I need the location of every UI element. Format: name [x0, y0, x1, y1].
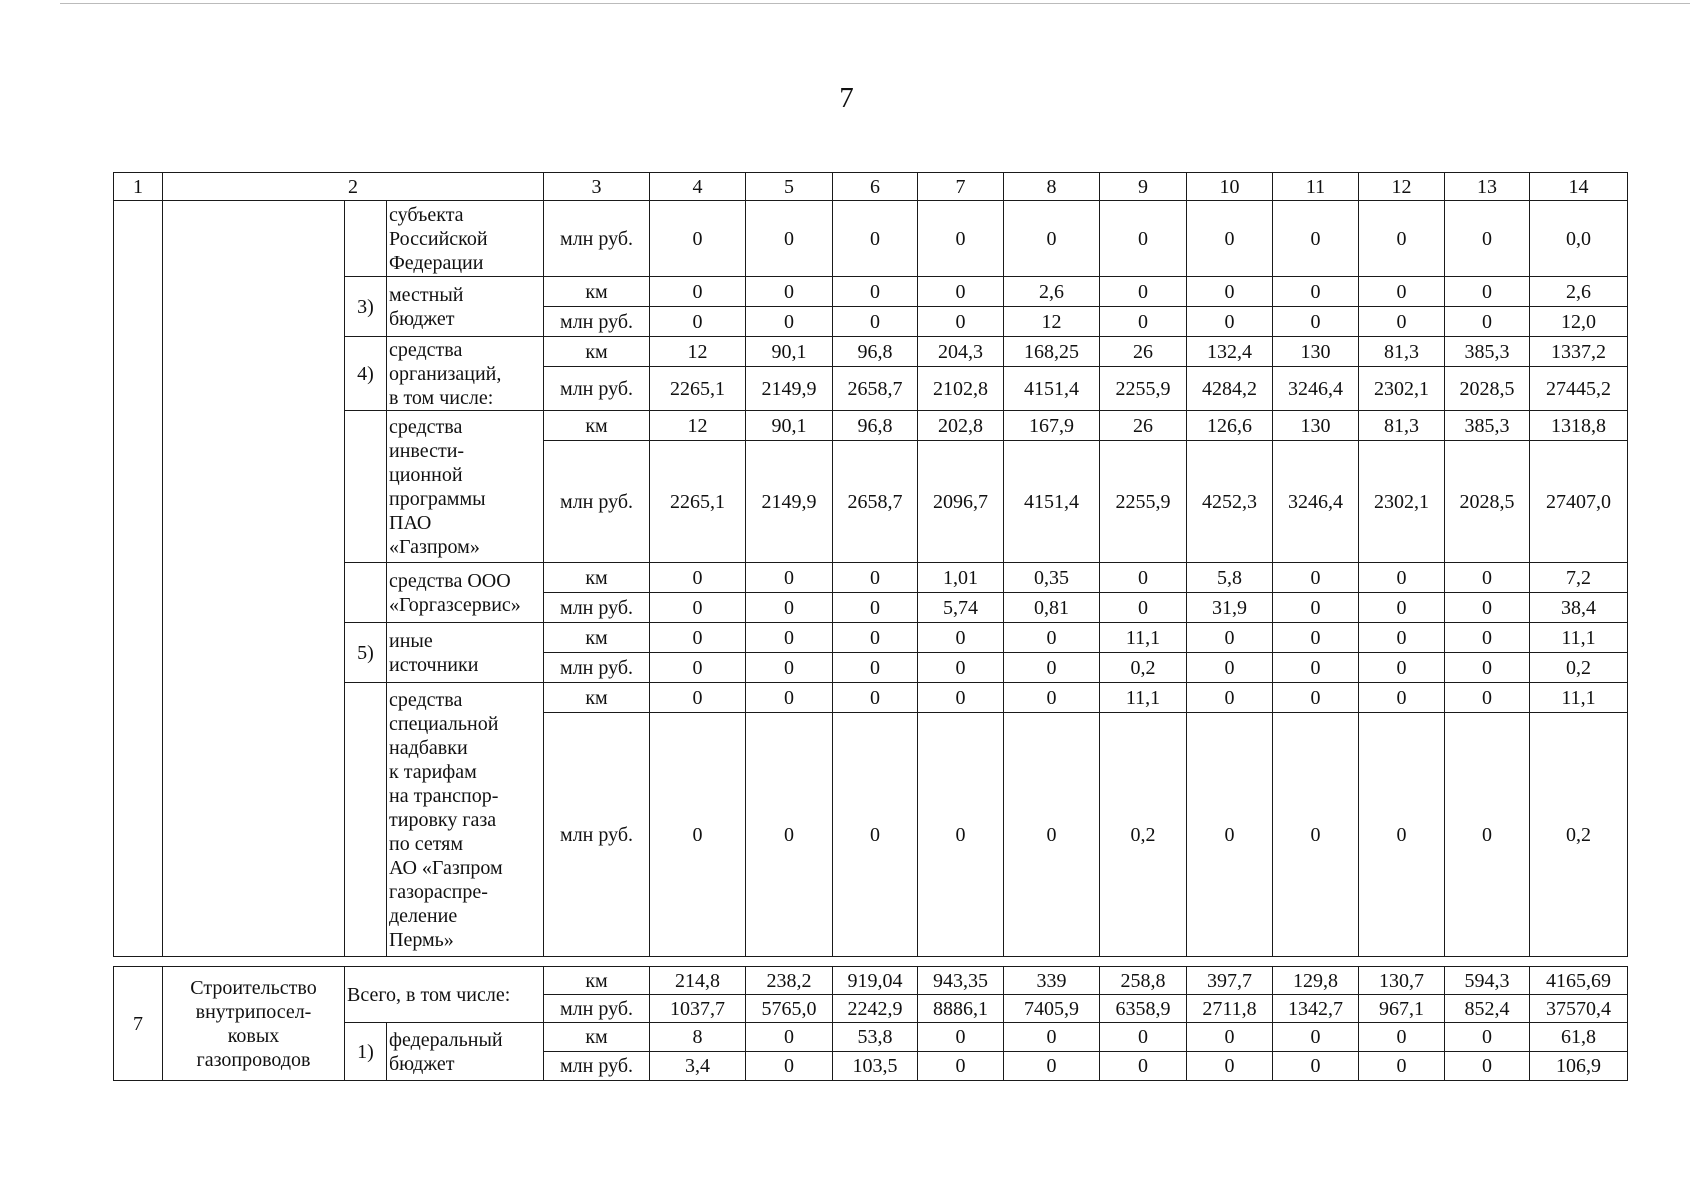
value-cell: 0	[1004, 1052, 1100, 1081]
unit-cell: млн руб.	[544, 307, 650, 337]
value-cell: 0	[746, 1052, 833, 1081]
unit-cell: млн руб.	[544, 653, 650, 683]
value-cell: 2028,5	[1445, 367, 1530, 411]
value-cell: 0	[833, 277, 918, 307]
value-cell: 0	[1187, 277, 1273, 307]
value-cell: 0	[1359, 593, 1445, 623]
source-label: федеральный бюджет	[387, 1023, 544, 1081]
value-cell: 12	[650, 411, 746, 441]
value-cell: 2,6	[1004, 277, 1100, 307]
value-cell: 0	[1445, 683, 1530, 713]
value-cell: 2265,1	[650, 367, 746, 411]
value-cell: 26	[1100, 411, 1187, 441]
unit-cell: млн руб.	[544, 201, 650, 277]
source-marker	[345, 683, 387, 957]
column-header: 2	[163, 173, 544, 201]
value-cell: 0	[918, 1023, 1004, 1052]
value-cell: 2302,1	[1359, 367, 1445, 411]
value-cell: 0	[1273, 201, 1359, 277]
value-cell: 2255,9	[1100, 367, 1187, 411]
value-cell: 38,4	[1530, 593, 1628, 623]
value-cell: 26	[1100, 337, 1187, 367]
value-cell: 385,3	[1445, 337, 1530, 367]
value-cell: 130,7	[1359, 967, 1445, 995]
value-cell: 11,1	[1530, 623, 1628, 653]
value-cell: 7405,9	[1004, 995, 1100, 1023]
value-cell: 129,8	[1273, 967, 1359, 995]
value-cell: 0	[1359, 563, 1445, 593]
column-header: 4	[650, 173, 746, 201]
value-cell: 0	[650, 307, 746, 337]
value-cell: 852,4	[1445, 995, 1530, 1023]
value-cell: 31,9	[1187, 593, 1273, 623]
value-cell: 61,8	[1530, 1023, 1628, 1052]
value-cell: 0	[833, 653, 918, 683]
value-cell: 0	[1445, 653, 1530, 683]
value-cell: 2658,7	[833, 441, 918, 563]
value-cell: 0	[1187, 683, 1273, 713]
value-cell: 0	[1273, 653, 1359, 683]
value-cell: 0	[1359, 277, 1445, 307]
value-cell: 0	[1359, 1023, 1445, 1052]
table-row	[114, 201, 1628, 277]
unit-cell: млн руб.	[544, 367, 650, 411]
value-cell: 0	[833, 593, 918, 623]
value-cell: 11,1	[1100, 683, 1187, 713]
section-title-cell	[163, 201, 345, 957]
value-cell: 0	[746, 593, 833, 623]
source-label: средства инвести- ционной программы ПАО «Газпром»	[387, 411, 544, 563]
value-cell: 0	[1273, 1023, 1359, 1052]
unit-cell: км	[544, 1023, 650, 1052]
value-cell: 0	[1100, 277, 1187, 307]
section-number: 7	[114, 967, 163, 1081]
value-cell: 90,1	[746, 411, 833, 441]
financing-table	[113, 172, 1628, 957]
unit-cell: млн руб.	[544, 995, 650, 1023]
value-cell: 0	[1445, 593, 1530, 623]
value-cell: 3246,4	[1273, 441, 1359, 563]
source-marker: 5)	[345, 623, 387, 683]
value-cell: 0	[1445, 1052, 1530, 1081]
value-cell: 0	[1359, 307, 1445, 337]
value-cell: 0	[650, 593, 746, 623]
value-cell: 0,0	[1530, 201, 1628, 277]
value-cell: 0	[918, 653, 1004, 683]
value-cell: 967,1	[1359, 995, 1445, 1023]
unit-cell: млн руб.	[544, 441, 650, 563]
value-cell: 0	[918, 683, 1004, 713]
value-cell: 3246,4	[1273, 367, 1359, 411]
value-cell: 397,7	[1187, 967, 1273, 995]
column-header: 12	[1359, 173, 1445, 201]
value-cell: 0	[1445, 1023, 1530, 1052]
total-label: Всего, в том числе:	[345, 967, 544, 1023]
value-cell: 0	[1187, 623, 1273, 653]
value-cell: 0	[1445, 713, 1530, 957]
value-cell: 0,2	[1530, 713, 1628, 957]
unit-cell: млн руб.	[544, 713, 650, 957]
value-cell: 1318,8	[1530, 411, 1628, 441]
source-label: иные источники	[387, 623, 544, 683]
value-cell: 0	[746, 307, 833, 337]
value-cell: 0	[1273, 1052, 1359, 1081]
value-cell: 0	[1004, 1023, 1100, 1052]
value-cell: 0	[918, 201, 1004, 277]
unit-cell: км	[544, 563, 650, 593]
source-label: местный бюджет	[387, 277, 544, 337]
value-cell: 12	[650, 337, 746, 367]
value-cell: 2149,9	[746, 367, 833, 411]
value-cell: 5765,0	[746, 995, 833, 1023]
value-cell: 2302,1	[1359, 441, 1445, 563]
value-cell: 0	[1004, 713, 1100, 957]
value-cell: 0	[746, 277, 833, 307]
value-cell: 0	[1100, 1023, 1187, 1052]
value-cell: 81,3	[1359, 411, 1445, 441]
value-cell: 0	[918, 307, 1004, 337]
column-header: 9	[1100, 173, 1187, 201]
value-cell: 11,1	[1100, 623, 1187, 653]
column-header: 14	[1530, 173, 1628, 201]
header-row	[114, 173, 1628, 201]
value-cell: 1342,7	[1273, 995, 1359, 1023]
value-cell: 132,4	[1187, 337, 1273, 367]
value-cell: 27445,2	[1530, 367, 1628, 411]
unit-cell: км	[544, 623, 650, 653]
value-cell: 0	[650, 653, 746, 683]
value-cell: 12	[1004, 307, 1100, 337]
source-label: средства организаций, в том числе:	[387, 337, 544, 411]
value-cell: 2265,1	[650, 441, 746, 563]
value-cell: 0	[1445, 623, 1530, 653]
value-cell: 7,2	[1530, 563, 1628, 593]
value-cell: 0	[1187, 201, 1273, 277]
value-cell: 4284,2	[1187, 367, 1273, 411]
value-cell: 0	[1273, 623, 1359, 653]
column-header: 1	[114, 173, 163, 201]
column-header: 11	[1273, 173, 1359, 201]
value-cell: 0	[833, 713, 918, 957]
value-cell: 90,1	[746, 337, 833, 367]
value-cell: 2658,7	[833, 367, 918, 411]
value-cell: 37570,4	[1530, 995, 1628, 1023]
value-cell: 0	[1359, 1052, 1445, 1081]
value-cell: 0	[746, 623, 833, 653]
value-cell: 11,1	[1530, 683, 1628, 713]
value-cell: 103,5	[833, 1052, 918, 1081]
value-cell: 339	[1004, 967, 1100, 995]
value-cell: 258,8	[1100, 967, 1187, 995]
value-cell: 0	[833, 307, 918, 337]
value-cell: 0	[1187, 307, 1273, 337]
value-cell: 0	[1273, 307, 1359, 337]
value-cell: 81,3	[1359, 337, 1445, 367]
table-row	[114, 967, 1628, 995]
value-cell: 8	[650, 1023, 746, 1052]
column-header: 7	[918, 173, 1004, 201]
value-cell: 1,01	[918, 563, 1004, 593]
source-marker: 4)	[345, 337, 387, 411]
value-cell: 12,0	[1530, 307, 1628, 337]
value-cell: 919,04	[833, 967, 918, 995]
unit-cell: км	[544, 683, 650, 713]
value-cell: 214,8	[650, 967, 746, 995]
value-cell: 5,74	[918, 593, 1004, 623]
section-title: Строительство внутрипосел- ковых газопроводов	[163, 967, 345, 1081]
value-cell: 0	[1273, 563, 1359, 593]
value-cell: 0	[1359, 683, 1445, 713]
value-cell: 0	[650, 713, 746, 957]
value-cell: 130	[1273, 337, 1359, 367]
value-cell: 0	[1187, 1052, 1273, 1081]
value-cell: 0,2	[1100, 713, 1187, 957]
value-cell: 5,8	[1187, 563, 1273, 593]
value-cell: 0	[1004, 683, 1100, 713]
value-cell: 238,2	[746, 967, 833, 995]
column-header: 8	[1004, 173, 1100, 201]
unit-cell: км	[544, 337, 650, 367]
value-cell: 0	[918, 1052, 1004, 1081]
column-header: 5	[746, 173, 833, 201]
value-cell: 2242,9	[833, 995, 918, 1023]
value-cell: 0	[746, 563, 833, 593]
value-cell: 0,81	[1004, 593, 1100, 623]
value-cell: 2,6	[1530, 277, 1628, 307]
source-marker: 3)	[345, 277, 387, 337]
value-cell: 0	[746, 713, 833, 957]
value-cell: 1037,7	[650, 995, 746, 1023]
value-cell: 0	[746, 653, 833, 683]
unit-cell: км	[544, 277, 650, 307]
value-cell: 126,6	[1187, 411, 1273, 441]
value-cell: 0	[1004, 201, 1100, 277]
value-cell: 0	[1100, 1052, 1187, 1081]
value-cell: 53,8	[833, 1023, 918, 1052]
value-cell: 0	[650, 623, 746, 653]
value-cell: 0	[746, 683, 833, 713]
value-cell: 0	[1100, 593, 1187, 623]
value-cell: 202,8	[918, 411, 1004, 441]
value-cell: 2711,8	[1187, 995, 1273, 1023]
value-cell: 0	[1004, 623, 1100, 653]
value-cell: 0,2	[1100, 653, 1187, 683]
source-label: субъекта Российской Федерации	[387, 201, 544, 277]
value-cell: 0	[1445, 201, 1530, 277]
value-cell: 106,9	[1530, 1052, 1628, 1081]
value-cell: 96,8	[833, 411, 918, 441]
unit-cell: млн руб.	[544, 593, 650, 623]
value-cell: 8886,1	[918, 995, 1004, 1023]
value-cell: 0	[650, 683, 746, 713]
value-cell: 0	[833, 623, 918, 653]
value-cell: 4252,3	[1187, 441, 1273, 563]
value-cell: 168,25	[1004, 337, 1100, 367]
value-cell: 2149,9	[746, 441, 833, 563]
source-marker: 1)	[345, 1023, 387, 1081]
page-number: 7	[839, 82, 854, 114]
value-cell: 0	[1004, 653, 1100, 683]
value-cell: 96,8	[833, 337, 918, 367]
source-marker	[345, 201, 387, 277]
value-cell: 4165,69	[1530, 967, 1628, 995]
value-cell: 0,35	[1004, 563, 1100, 593]
value-cell: 0	[833, 563, 918, 593]
value-cell: 4151,4	[1004, 441, 1100, 563]
value-cell: 594,3	[1445, 967, 1530, 995]
value-cell: 0	[1273, 713, 1359, 957]
value-cell: 0	[1445, 307, 1530, 337]
value-cell: 0	[1187, 713, 1273, 957]
value-cell: 0	[1273, 683, 1359, 713]
source-marker	[345, 563, 387, 623]
value-cell: 4151,4	[1004, 367, 1100, 411]
value-cell: 943,35	[918, 967, 1004, 995]
column-header: 3	[544, 173, 650, 201]
value-cell: 2102,8	[918, 367, 1004, 411]
source-label: средства специальной надбавки к тарифам на транспор- тировку газа по сетям АО «Газпром газораспре- деление Пермь»	[387, 683, 544, 957]
value-cell: 0	[650, 563, 746, 593]
value-cell: 2255,9	[1100, 441, 1187, 563]
value-cell: 0	[650, 277, 746, 307]
section-number-cell	[114, 201, 163, 957]
value-cell: 204,3	[918, 337, 1004, 367]
value-cell: 0	[1445, 277, 1530, 307]
value-cell: 0,2	[1530, 653, 1628, 683]
value-cell: 2028,5	[1445, 441, 1530, 563]
value-cell: 0	[1359, 713, 1445, 957]
source-label: средства ООО «Горгазсервис»	[387, 563, 544, 623]
value-cell: 27407,0	[1530, 441, 1628, 563]
unit-cell: км	[544, 967, 650, 995]
section-7-table	[113, 966, 1628, 1081]
value-cell: 0	[1359, 201, 1445, 277]
value-cell: 0	[1100, 201, 1187, 277]
value-cell: 0	[1100, 563, 1187, 593]
value-cell: 0	[918, 277, 1004, 307]
value-cell: 0	[918, 713, 1004, 957]
column-header: 10	[1187, 173, 1273, 201]
value-cell: 0	[1359, 623, 1445, 653]
value-cell: 130	[1273, 411, 1359, 441]
value-cell: 0	[833, 201, 918, 277]
value-cell: 0	[746, 201, 833, 277]
value-cell: 0	[1100, 307, 1187, 337]
value-cell: 0	[1187, 1023, 1273, 1052]
value-cell: 6358,9	[1100, 995, 1187, 1023]
column-header: 13	[1445, 173, 1530, 201]
value-cell: 0	[833, 683, 918, 713]
value-cell: 0	[650, 201, 746, 277]
value-cell: 0	[746, 1023, 833, 1052]
value-cell: 0	[1187, 653, 1273, 683]
value-cell: 3,4	[650, 1052, 746, 1081]
value-cell: 167,9	[1004, 411, 1100, 441]
value-cell: 385,3	[1445, 411, 1530, 441]
column-header: 6	[833, 173, 918, 201]
value-cell: 0	[1273, 593, 1359, 623]
value-cell: 0	[1445, 563, 1530, 593]
value-cell: 0	[1273, 277, 1359, 307]
value-cell: 0	[918, 623, 1004, 653]
value-cell: 1337,2	[1530, 337, 1628, 367]
unit-cell: млн руб.	[544, 1052, 650, 1081]
value-cell: 2096,7	[918, 441, 1004, 563]
source-marker	[345, 411, 387, 563]
unit-cell: км	[544, 411, 650, 441]
value-cell: 0	[1359, 653, 1445, 683]
